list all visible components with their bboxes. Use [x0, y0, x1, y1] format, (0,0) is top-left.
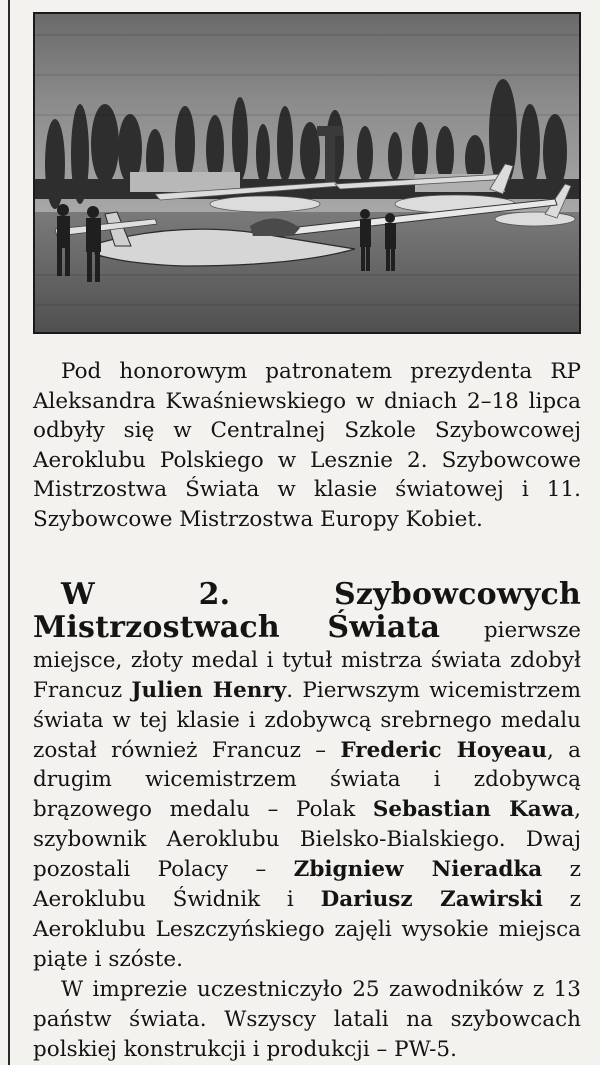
article-text: pierwsze miejsce, złoty medal i tytuł mistrza świata zdobył Francuz	[33, 617, 582, 703]
pilot-name: Dariusz Zawirski	[320, 887, 543, 913]
article-text: . Pierwszym wicemistrzem świata w tej klasie i zdobywcą srebrnego medalu został również Francuz –	[33, 677, 581, 763]
article-body	[33, 577, 582, 1065]
glider-photo	[33, 12, 581, 334]
photo-caption: Pod honorowym patronatem prezydenta RP Aleksandra Kwaśniewskiego w dniach 2–18 lipca odbyły się w Centralnej Szkole Szybowcowej Aeroklubu Polskiego w Lesznie 2. Szybowcowe Mistrzostwa Świata w klasie światowej i 11. Szybowcowe Mistrzostwa Europy Kobiet.	[33, 359, 581, 532]
column-rule	[8, 0, 10, 1065]
pilot-name: Zbigniew Nieradka	[293, 857, 543, 883]
third-place-name: Sebastian Kawa	[372, 797, 575, 823]
lead-heading: W 2. Szybowcowych Mistrzostwach Świata	[33, 577, 581, 645]
winner-name: Julien Henry	[131, 677, 287, 703]
article-text: , a drugim wicemistrzem świata i zdobywcą brązowego medalu – Polak	[33, 737, 581, 823]
article-text: , szybownik Aeroklubu Bielsko-Bialskiego. Dwaj pozostali Polacy –	[33, 797, 581, 883]
article-text: z Aeroklubu Leszczyńskiego zajęli wysokie miejsca piąte i szóste.	[33, 887, 581, 972]
article-paragraph-1	[33, 577, 582, 975]
article-paragraph-2: W imprezie uczestniczyło 25 zawodników z 13 państw świata. Wszyscy latali na szybowcach polskiej konstrukcji i produkcji – PW-5.	[33, 976, 581, 1062]
second-place-name: Frederic Hoyeau	[340, 737, 547, 763]
article-text: z Aeroklubu Świdnik i	[33, 857, 581, 913]
